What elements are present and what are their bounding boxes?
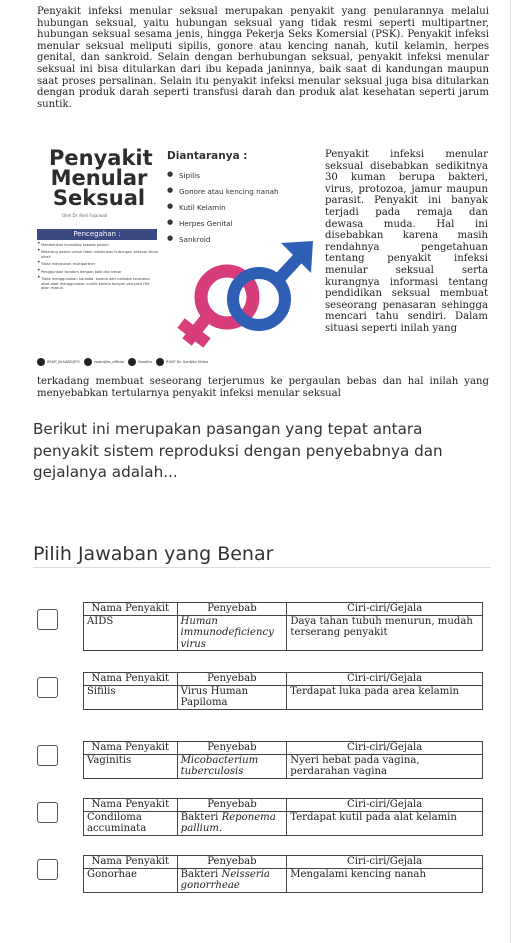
- disease-symptom: Terdapat luka pada area kelamin: [287, 685, 483, 709]
- option-table: [83, 741, 483, 779]
- infographic-footer: [37, 358, 322, 366]
- disease-symptom: Daya tahan tubuh menurun, mudah terserang penyakit: [287, 615, 483, 651]
- footer-item: RSUP_DrSARDJITO: [37, 358, 80, 366]
- header-cause: Penyebab: [177, 603, 287, 616]
- passage-paragraph-3: terkadang membuat seseorang terjerumus ke pergaulan bebas dan hal inilah yang menyebabkan tertularnya penyakit infeksi menular seksual: [37, 376, 489, 399]
- option-table: [83, 855, 483, 893]
- header-cause: Penyebab: [177, 799, 287, 812]
- divider: [33, 567, 491, 568]
- disease-symptom: Terdapat kutil pada alat kelamin: [287, 811, 483, 835]
- prevention-item: • Penggunaan kondom dengan baik dan benar: [37, 270, 159, 274]
- prevention-title: Pencegahan :: [37, 229, 157, 240]
- header-symptom: Ciri-ciri/Gejala: [287, 742, 483, 755]
- passage-paragraph-1: Penyakit infeksi menular seksual merupakan penyakit yang penularannya melalui hubungan seksual, yaitu hubungan seksual yang tidak resmi seperti multipartner, hubungan seksual sesama jenis, hingga Pekerja Seks Komersial (PSK). Penyakit infeksi menular seksual meliputi sipilis, gonore atau kencing nanah, kutil kelamin, herpes genital, dan sankroid. Selain dengan berhubungan seksual, penyakit infeksi menular seksual ini bisa ditularkan dari ibu kepada janinnya, baik saat di kandungan maupun saat proses persalinan. Selain itu penyakit infeksi menular seksual juga bisa ditularkan dengan produk darah seperti transfusi darah dan produk alat kesehatan seperti jarum suntik.: [37, 6, 489, 110]
- prevention-list: [37, 243, 159, 293]
- header-symptom: Ciri-ciri/Gejala: [287, 799, 483, 812]
- footer-item: rssardjito_official: [84, 358, 124, 366]
- passage-paragraph-2: Penyakit infeksi menular seksual disebabkan sedikitnya 30 kuman berupa bakteri, virus, protozoa, jamur maupun parasit. Penyakit ini banyak terjadi pada remaja dan dewasa muda. Hal ini disebabkan karena masih rendahnya pengetahuan tentang penyakit infeksi menular seksual serta kurangnya informasi tentang pendidikan seksual membuat seseorang penasaran sehingga mencari tahu sendiri. Dalam situasi seperti inilah yang: [325, 149, 488, 334]
- disease-cause: Human immunodeficiency virus: [177, 615, 287, 651]
- infographic-credit: Oleh Dr. Reni Fajarwati: [62, 213, 108, 218]
- prevention-item: • Memberikan konseling kepada pasien: [37, 243, 159, 247]
- disease-cause: Bakteri Reponema pallium.: [177, 811, 287, 835]
- disease-cause: Bakteri Neisseria gonorrheae: [177, 868, 287, 892]
- option-table: [83, 798, 483, 836]
- diseases-title: Diantaranya :: [167, 150, 248, 162]
- title-line-1: Penyakit: [49, 146, 153, 170]
- choose-answer-label: Pilih Jawaban yang Benar: [33, 543, 274, 565]
- option-checkbox[interactable]: [37, 609, 58, 630]
- prevention-item: • Tidak menggunakan narkoba, karena dari narkoba terutama obat-obat menggunakan suntik karena banyak penyakit HIV akan masuk.: [37, 277, 159, 290]
- infographic-title: [49, 146, 153, 210]
- gender-symbol-icon: [177, 237, 317, 357]
- disease-cause: Micobacterium tuberculosis: [177, 754, 287, 778]
- footer-item: Sardjito: [128, 358, 152, 366]
- option-checkbox[interactable]: [37, 859, 58, 880]
- disease-name: Sifilis: [84, 685, 178, 709]
- option-checkbox[interactable]: [37, 677, 58, 698]
- disease-item: ● Kutil Kelamin: [167, 203, 279, 219]
- title-line-3: Seksual: [52, 186, 146, 210]
- disease-name: Condiloma accuminata: [84, 811, 178, 835]
- header-disease: Nama Penyakit: [84, 856, 178, 869]
- header-disease: Nama Penyakit: [84, 799, 178, 812]
- header-disease: Nama Penyakit: [84, 603, 178, 616]
- header-cause: Penyebab: [177, 673, 287, 686]
- disease-name: Gonorhae: [84, 868, 178, 892]
- disease-item: ● Sipilis: [167, 171, 279, 187]
- disease-symptom: Nyeri hebat pada vagina, perdarahan vagina: [287, 754, 483, 778]
- option-checkbox[interactable]: [37, 745, 58, 766]
- option-table: [83, 672, 483, 710]
- option-checkbox[interactable]: [37, 802, 58, 823]
- header-symptom: Ciri-ciri/Gejala: [287, 673, 483, 686]
- title-line-2: Menular: [50, 166, 148, 190]
- disease-name: Vaginitis: [84, 754, 178, 778]
- option-table: [83, 602, 483, 651]
- disease-item: ● Gonore atau kencing nanah: [167, 187, 279, 203]
- header-cause: Penyebab: [177, 742, 287, 755]
- footer-item: RSUP Dr. Sardjito Video: [156, 358, 208, 366]
- infographic-image: [37, 142, 322, 374]
- question-text: Berikut ini merupakan pasangan yang tepat antara penyakit sistem reproduksi dengan penyebabnya dan gejalanya adalah...: [33, 420, 443, 481]
- disease-item: ● Sankroid: [167, 235, 279, 251]
- prevention-item: • Melarang pasien untuk tidak melakukan hubungan seksual diluar nikah: [37, 250, 159, 259]
- header-disease: Nama Penyakit: [84, 742, 178, 755]
- disease-cause: Virus Human Papiloma: [177, 685, 287, 709]
- header-disease: Nama Penyakit: [84, 673, 178, 686]
- header-symptom: Ciri-ciri/Gejala: [287, 856, 483, 869]
- disease-name: AIDS: [84, 615, 178, 651]
- header-symptom: Ciri-ciri/Gejala: [287, 603, 483, 616]
- header-cause: Penyebab: [177, 856, 287, 869]
- disease-symptom: Mengalami kencing nanah: [287, 868, 483, 892]
- disease-item: ● Herpes Genital: [167, 219, 279, 235]
- prevention-item: • Tidak melakukan multipartner: [37, 262, 159, 266]
